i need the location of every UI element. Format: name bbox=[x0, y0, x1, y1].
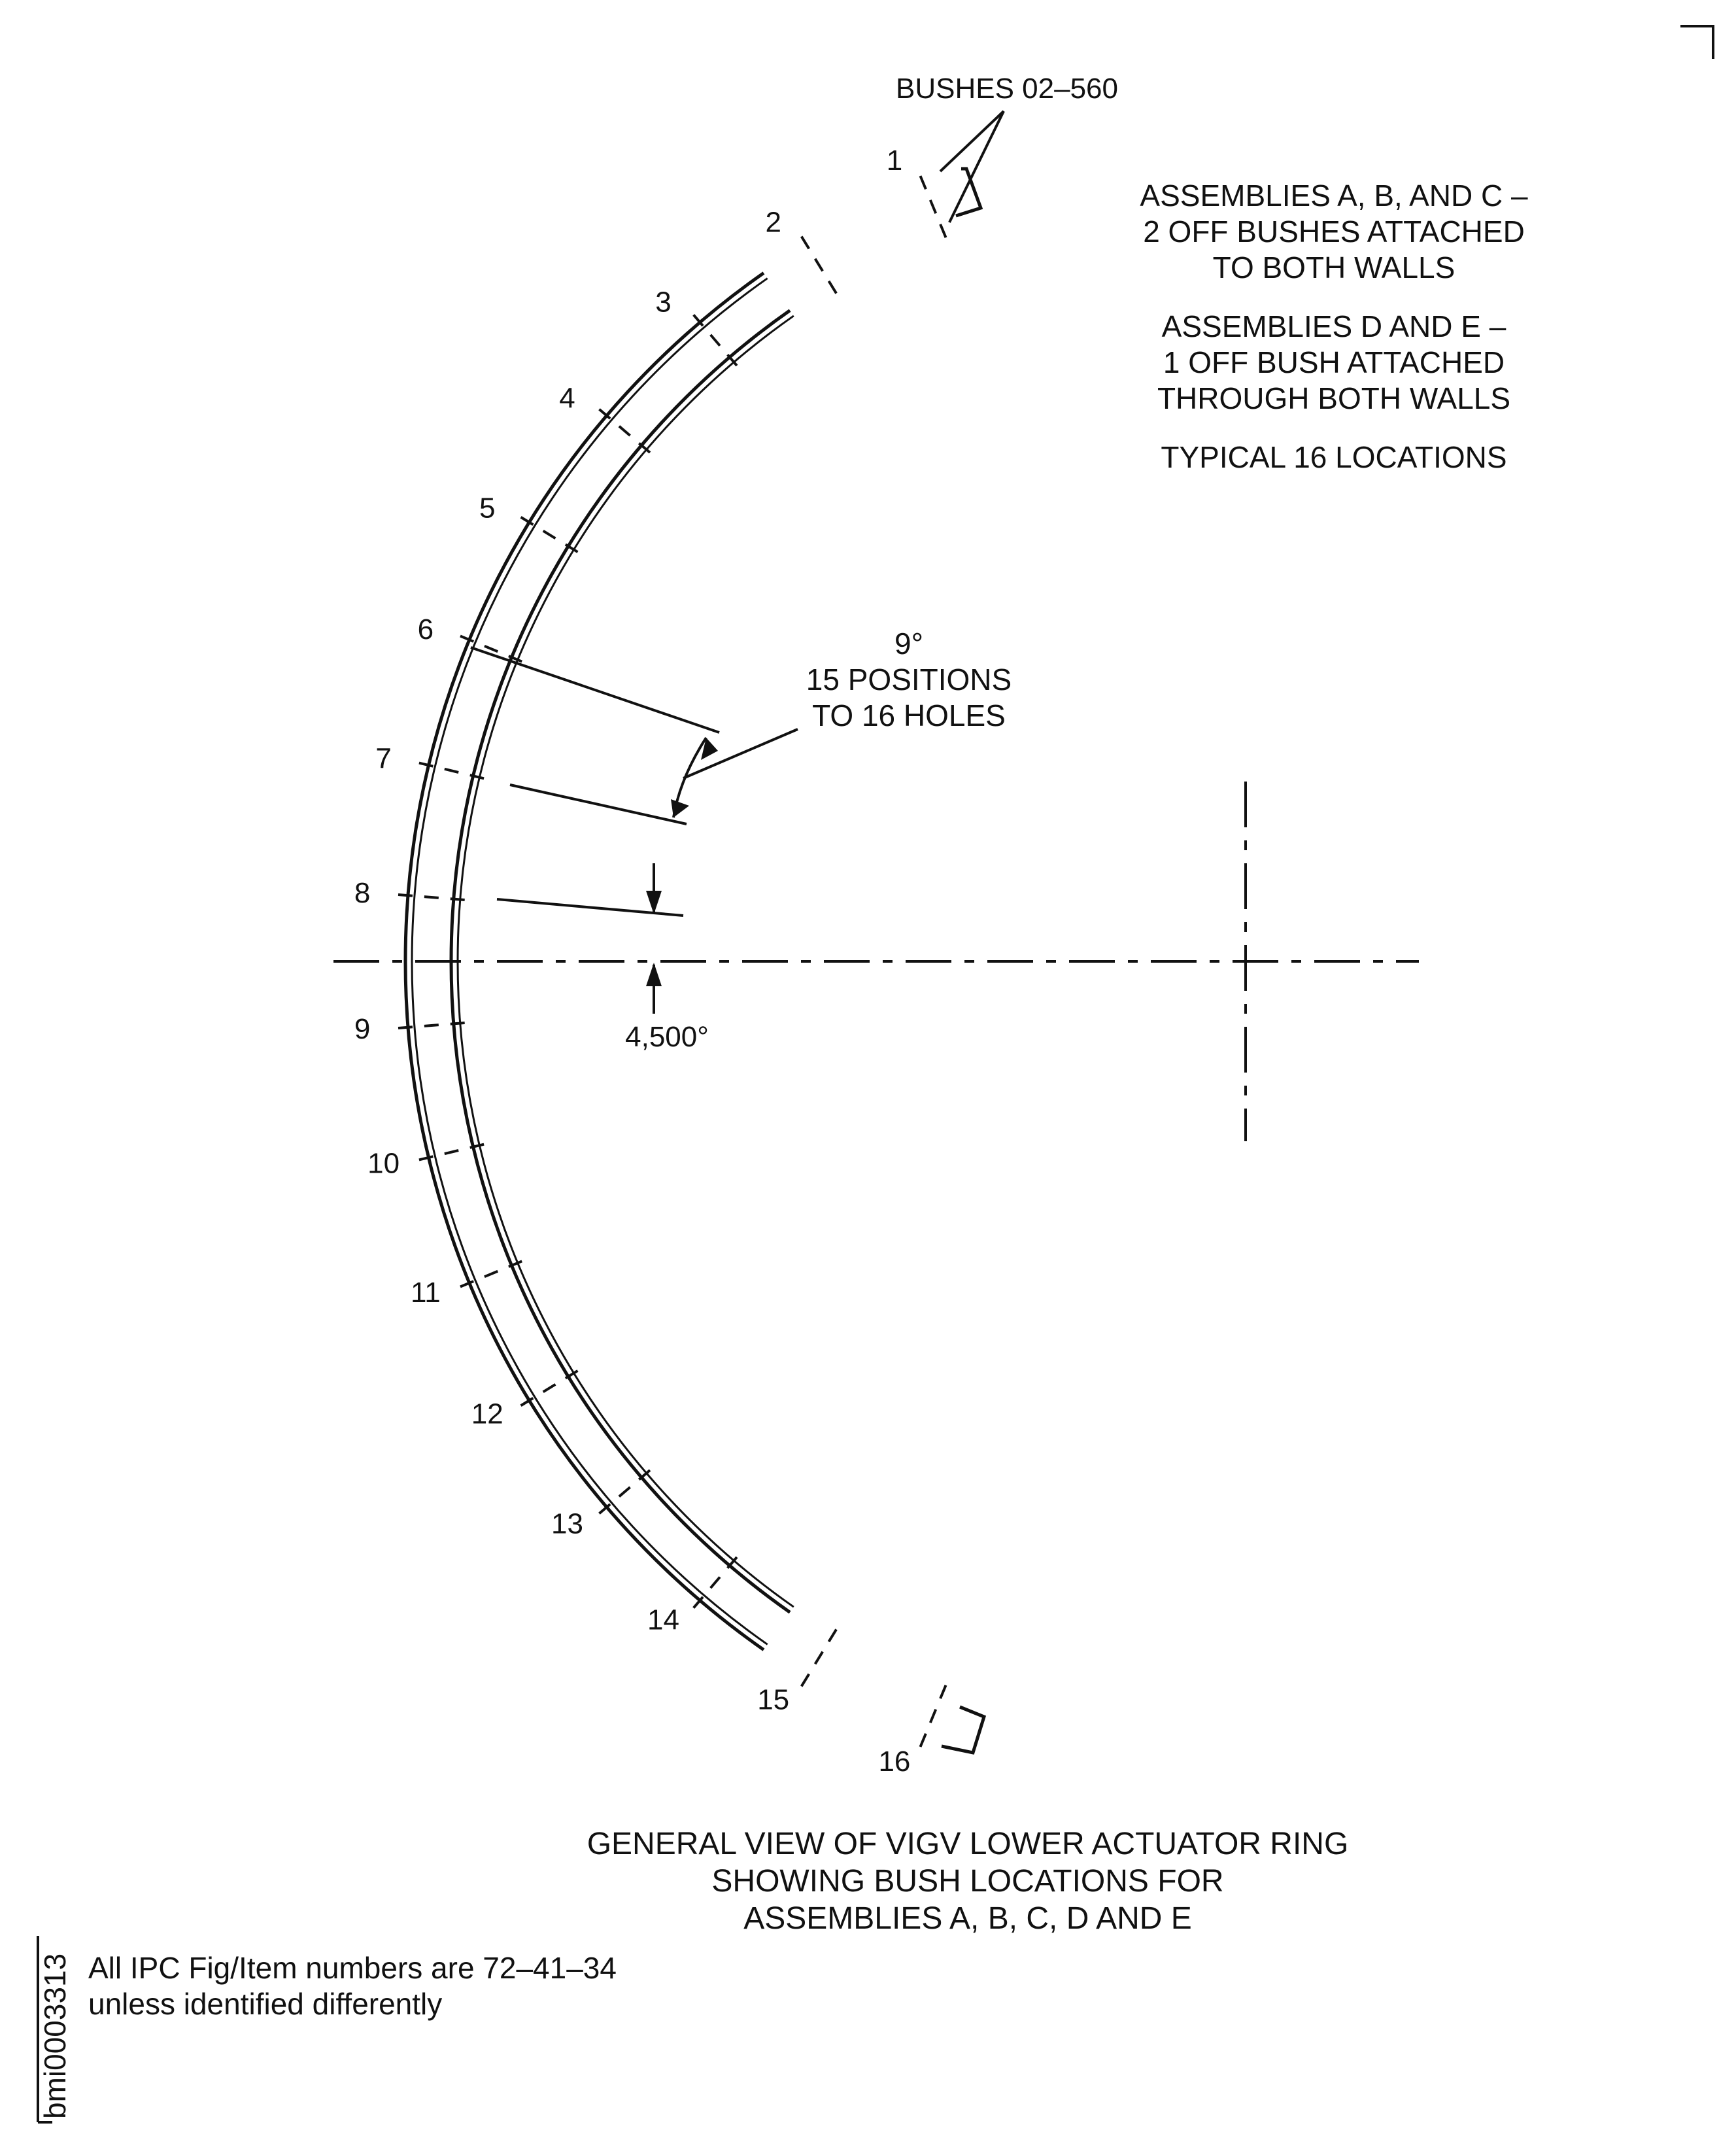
footnote-line-1: All IPC Fig/Item numbers are 72–41–34 bbox=[88, 1951, 617, 1985]
bush-location-tick bbox=[398, 1022, 473, 1028]
figure-id-label: bmi0003313 bbox=[38, 1953, 72, 2119]
bush-location-tick bbox=[921, 176, 949, 245]
centerlines bbox=[333, 782, 1419, 1141]
note-line-6: THROUGH BOTH WALLS bbox=[1157, 381, 1511, 415]
caption-line-3: ASSEMBLIES A, B, C, D AND E bbox=[743, 1901, 1192, 1936]
position-label: 7 bbox=[375, 742, 392, 775]
caption-line-1: GENERAL VIEW OF VIGV LOWER ACTUATOR RING bbox=[587, 1827, 1349, 1861]
angle-dimension bbox=[471, 647, 798, 1014]
note-line-4: ASSEMBLIES D AND E – bbox=[1161, 309, 1506, 343]
footnote bbox=[88, 1951, 617, 2021]
offset-angle-label: 4,500° bbox=[625, 1021, 709, 1053]
position-label: 5 bbox=[479, 492, 496, 525]
bush-location-tick bbox=[398, 895, 473, 901]
bush-location-tick bbox=[921, 1678, 949, 1747]
bush-location-tick bbox=[599, 1465, 656, 1514]
note-line-3: TO BOTH WALLS bbox=[1212, 250, 1455, 284]
position-label: 13 bbox=[551, 1507, 583, 1540]
position-label: 6 bbox=[417, 613, 434, 645]
angle-note-line-1: 9° bbox=[894, 627, 923, 661]
position-label: 15 bbox=[757, 1683, 790, 1716]
bushes-label: BUSHES 02–560 bbox=[896, 73, 1118, 105]
corner-mark bbox=[1680, 26, 1713, 59]
position-label: 11 bbox=[411, 1277, 441, 1309]
position-label: 12 bbox=[471, 1398, 503, 1430]
note-line-2: 2 OFF BUSHES ATTACHED bbox=[1143, 215, 1525, 249]
position-label: 1 bbox=[886, 144, 903, 177]
note-line-5: 1 OFF BUSH ATTACHED bbox=[1163, 345, 1505, 379]
note-line-7: TYPICAL 16 LOCATIONS bbox=[1161, 440, 1507, 474]
angle-note bbox=[806, 627, 1012, 732]
bush-location-tick bbox=[694, 1551, 743, 1608]
position-label: 2 bbox=[765, 206, 781, 239]
bush-location-tick bbox=[802, 237, 841, 301]
footnote-line-2: unless identified differently bbox=[88, 1987, 443, 2021]
caption-line-2: SHOWING BUSH LOCATIONS FOR bbox=[711, 1864, 1224, 1899]
position-label: 14 bbox=[647, 1604, 679, 1636]
position-label: 8 bbox=[354, 877, 371, 910]
angle-note-line-2: 15 POSITIONS bbox=[806, 663, 1012, 697]
bush-location-tick bbox=[599, 409, 656, 458]
note-line-1: ASSEMBLIES A, B, AND C – bbox=[1140, 179, 1528, 213]
angle-note-line-3: TO 16 HOLES bbox=[812, 698, 1006, 732]
position-label: 10 bbox=[367, 1147, 400, 1180]
position-label: 3 bbox=[655, 286, 672, 318]
position-label: 4 bbox=[559, 382, 575, 415]
figure-caption bbox=[587, 1827, 1349, 1936]
bushes-leaders bbox=[940, 111, 1004, 222]
bush-location-tick bbox=[694, 315, 743, 371]
assembly-notes bbox=[1140, 179, 1528, 474]
bush-location-tick bbox=[802, 1622, 841, 1686]
position-label: 9 bbox=[354, 1012, 371, 1045]
position-label: 16 bbox=[878, 1746, 911, 1778]
figure-id bbox=[38, 1936, 72, 2122]
